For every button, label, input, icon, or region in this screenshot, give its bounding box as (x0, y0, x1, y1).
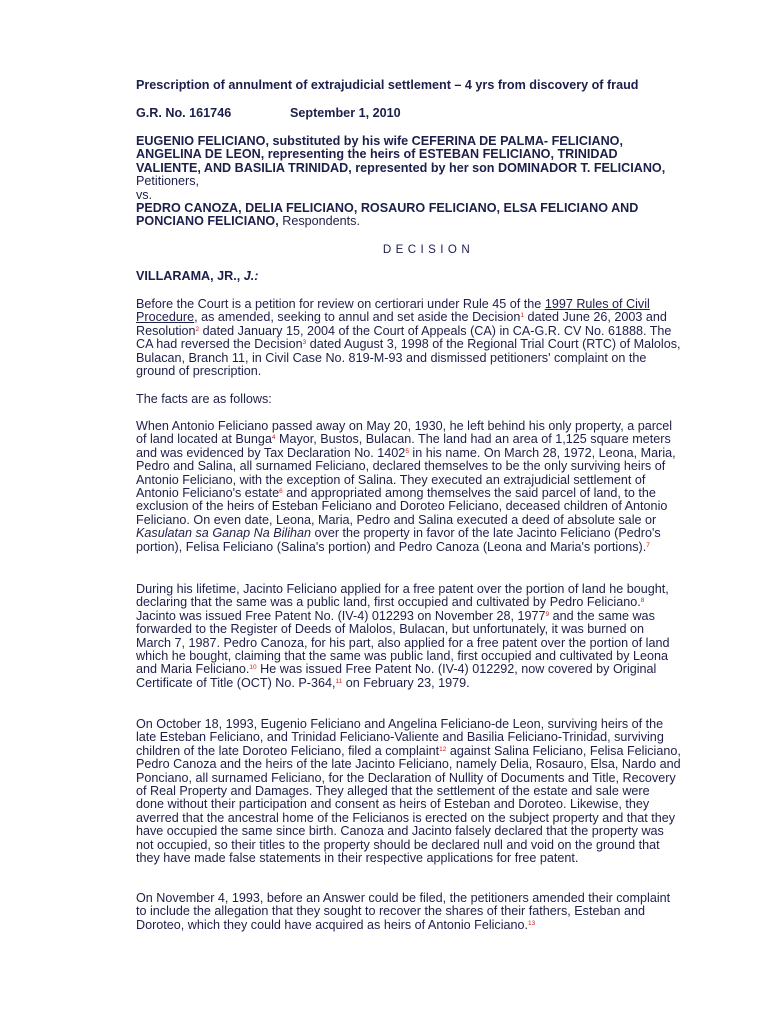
ponente-title: J.: (243, 269, 259, 283)
footnote-ref[interactable]: 9 (545, 610, 550, 618)
footnote-ref[interactable]: 13 (528, 919, 536, 927)
text: He was issued Free Patent No. (IV-4) 012292, now covered by Original Certificate of Title (OCT) No. P-364, (136, 662, 657, 690)
petitioners-names: EUGENIO FELICIANO, substituted by his wife CEFERINA DE PALMA- FELICIANO, ANGELINA DE LEON, representing the heirs of ESTEBAN FELICIANO, TRINIDAD VALIENTE, AND BASILIA TRINIDAD, represented by her son DOMINADOR T. FELICIANO, (136, 134, 666, 175)
footnote-ref[interactable]: 4 (271, 434, 276, 442)
text-italic: Kasulatan sa Ganap Na Bilihan (136, 526, 312, 541)
text: against Salina Feliciano, Felisa Feliciano, Pedro Canoza and the heirs of the late Jacinto Feliciano, namely Delia, Rosauro, Elsa, Nardo and Ponciano, all surnamed Feliciano, for the Declaration of Nullity of Documents and Title, Recovery of Real Property and Damages. They alleged that the settlement of the estate and sale were done without their participation and consent as heirs of Esteban and Doroteo. Likewise, they averred that the ancestral home of the Felicianos is erected on the subject property and that they have occupied the same since birth. Canoza and Jacinto falsely declared that the property was not occupied, so their titles to the property should be declared null and void on the ground that they have made false statements in their respective applications for free patent. (136, 743, 681, 866)
text: Mayor, Bustos, Bulacan. The land had an area of 1,125 square meters and was evidenced by Tax Declaration No. 1402 (136, 432, 671, 460)
text: dated January 15, 2004 of the Court of Appeals (CA) in CA-G.R. CV No. 61888. The CA had reversed the Decision (136, 323, 672, 352)
decision-heading: DECISION (382, 243, 475, 256)
footnote-ref[interactable]: 10 (249, 664, 257, 672)
document-title: Prescription of annulment of extrajudicial settlement – 4 yrs from discovery of fraud (136, 78, 639, 92)
ponente-name: VILLARAMA, JR., (136, 269, 244, 283)
text: and the same was forwarded to the Register of Deeds of Malolos, Bulacan, but unfortunately, it was burned on March 7, 1987. Pedro Canoza, for his part, also applied for a free patent over the portion of land which he bought, claiming that the same was public land, first occupied and cultivated by Leona and Maria Feliciano. (136, 608, 670, 677)
text: in his name. On March 28, 1972, Leona, Maria, Pedro and Salina, all surnamed Feliciano, declared themselves to be the only surviving heirs of Antonio Feliciano, with the exception of Salina. They executed an extrajudicial settlement of Antonio Feliciano's estate (136, 445, 676, 501)
footnote-ref[interactable]: 6 (279, 488, 283, 496)
ponente (136, 270, 681, 283)
text: , as amended, seeking to annul and set aside the Decision (194, 310, 521, 325)
footnote-ref[interactable]: 5 (405, 447, 409, 455)
case-parties (136, 135, 681, 229)
footnote-ref[interactable]: 7 (646, 541, 650, 549)
text: and appropriated among themselves the said parcel of land, to the exclusion of the heirs of Esteban Feliciano and Doroteo Feliciano, deceased children of Antonio Feliciano. On even date, Leona, Maria, Pedro and Salina executed a deed of absolute sale or (136, 486, 668, 527)
paragraph-facts-2 (136, 583, 681, 690)
decision-date: September 1, 2010 (290, 106, 401, 120)
footnote-ref[interactable]: 3 (302, 339, 307, 347)
paragraph-facts-4 (136, 892, 681, 932)
respondents-label: Respondents. (278, 214, 360, 229)
case-number-line (136, 107, 681, 120)
paragraph-facts-3 (136, 718, 681, 865)
petitioners-label: Petitioners, (136, 174, 199, 189)
text: dated June 26, 2003 and Resolution (136, 310, 667, 338)
paragraph-facts-1 (136, 420, 681, 554)
footnote-ref[interactable]: 12 (439, 745, 447, 753)
text: When Antonio Feliciano passed away on May 20, 1930, he left behind his only property, a parcel of land located at Bunga (136, 419, 673, 447)
footnote-ref[interactable]: 2 (195, 325, 200, 333)
text: dated August 3, 1998 of the Regional Trial Court (RTC) of Malolos, Bulacan, Branch 11, in Civil Case No. 819-M-93 and dismissed petitioners' complaint on the ground of prescription. (136, 337, 681, 379)
rules-link[interactable]: 1997 Rules of Civil Procedure (136, 297, 650, 325)
text: Jacinto was issued Free Patent No. (IV-4) 012293 on November 28, 1977 (136, 608, 546, 623)
versus: vs. (136, 187, 153, 202)
text: On November 4, 1993, before an Answer could be filed, the petitioners amended their complaint to include the allegation that they sought to recover the shares of their fathers, Esteban and Doroteo, which they could have acquired as heirs of Antonio Feliciano. (136, 891, 671, 932)
footnote-ref[interactable]: 11 (335, 677, 343, 685)
facts-intro: The facts are as follows: (136, 392, 272, 406)
text: During his lifetime, Jacinto Feliciano applied for a free patent over the portion of land he bought, declaring that the same was a public land, first occupied and cultivated by Pedro Feliciano. (136, 582, 669, 610)
text: over the property in favor of the late Jacinto Feliciano (Pedro's portion), Felisa Feliciano (Salina's portion) and Pedro Canoza (Leona and Maria's portions). (136, 526, 661, 554)
footnote-ref[interactable]: 1 (520, 312, 524, 320)
paragraph-intro (136, 298, 681, 378)
footnote-ref[interactable]: 8 (640, 597, 645, 605)
text: Before the Court is a petition for review on certiorari under Rule 45 of the (136, 297, 545, 311)
gr-number: G.R. No. 161746 (136, 106, 232, 120)
text: on February 23, 1979. (342, 675, 470, 690)
text: On October 18, 1993, Eugenio Feliciano and Angelina Feliciano-de Leon, surviving heirs of the late Esteban Feliciano, and Trinidad Feliciano-Valiente and Basilia Feliciano-Trinidad, surviving children of the late Doroteo Feliciano, filed a complaint (136, 717, 664, 758)
respondents-names: PEDRO CANOZA, DELIA FELICIANO, ROSAURO FELICIANO, ELSA FELICIANO AND PONCIANO FELICIANO, (136, 201, 639, 229)
